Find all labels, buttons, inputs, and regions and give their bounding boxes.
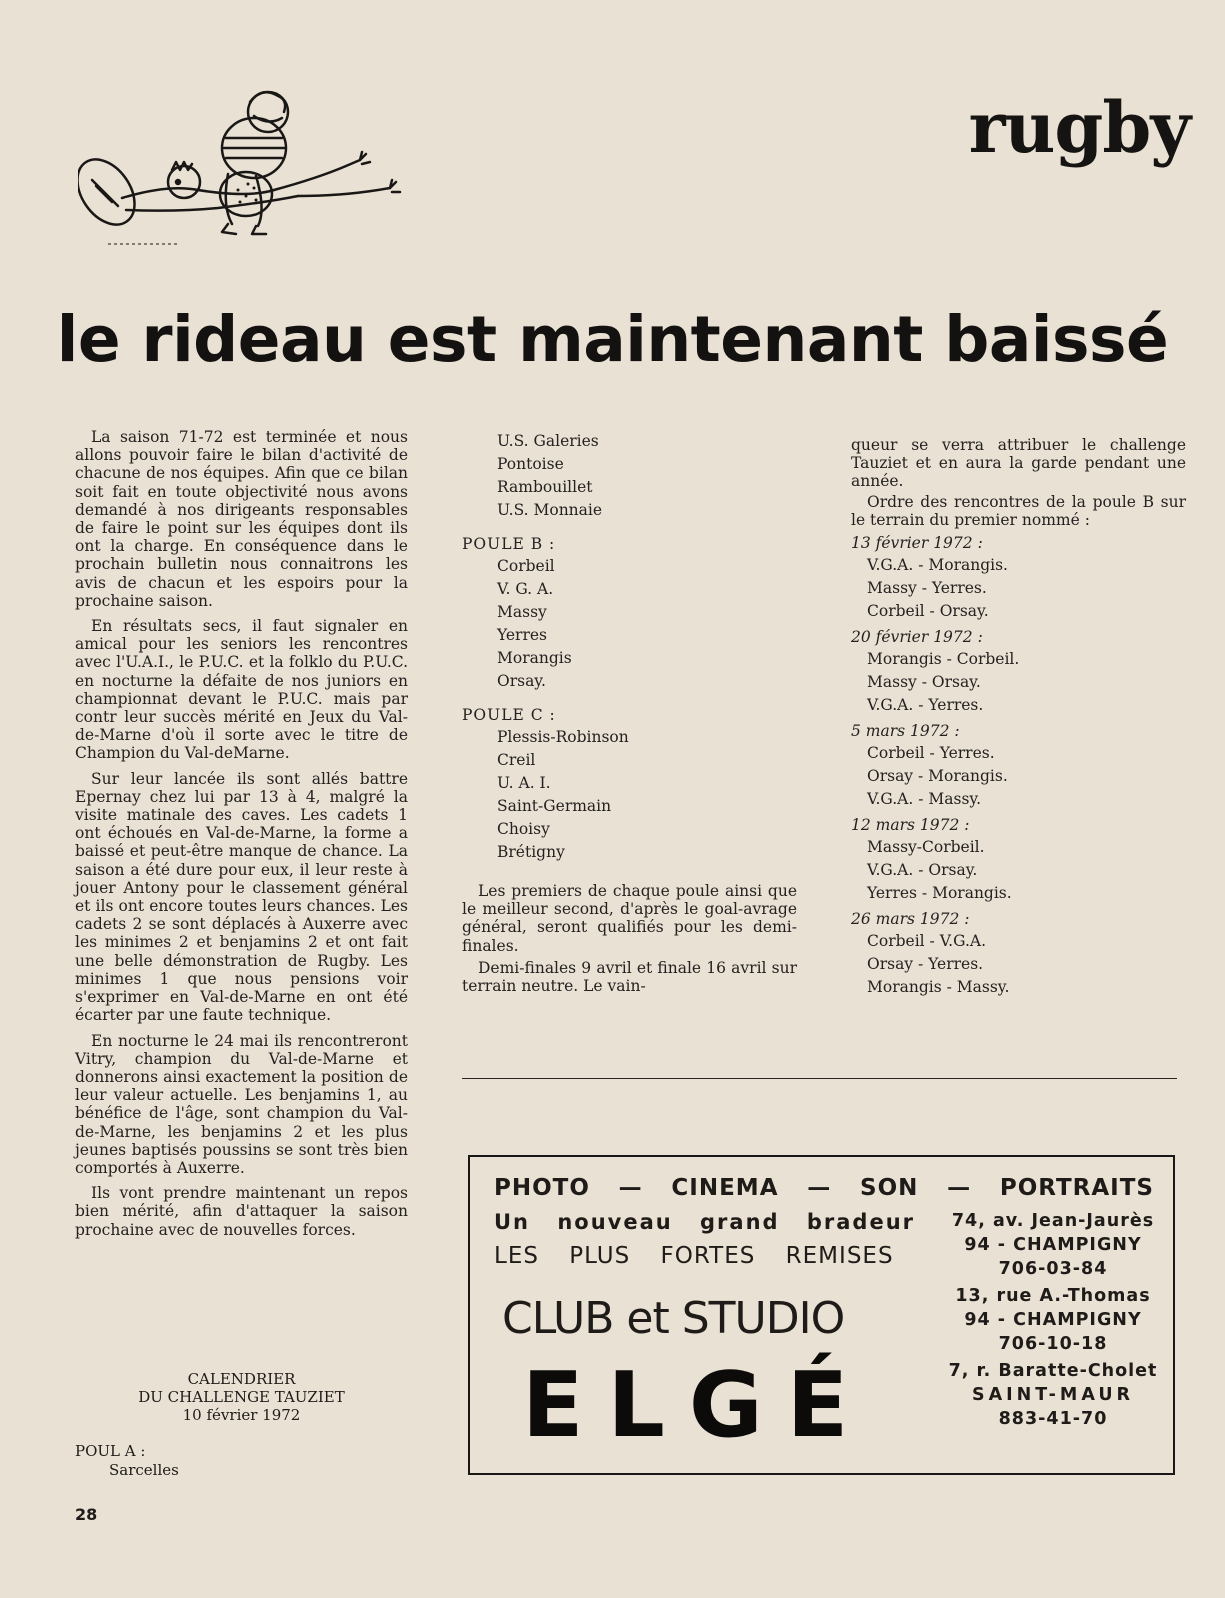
- match: Massy - Yerres.: [867, 579, 987, 598]
- paragraph: La saison 71-72 est terminée et nous allons pouvoir faire le bilan d'activité de chacune de nos équipes. Afin que ce bilan soit fait en toute objectivité nous avons demandé à nos dirigeants responsables de faire le point sur les équipes dont ils ont la charge. En conséquence dans le prochain bulletin nous connaitrons les avis de chacun et les espoirs pour la prochaine saison.: [75, 428, 408, 610]
- match-date: 12 mars 1972 :: [851, 816, 970, 835]
- article-column-1: [75, 428, 408, 1246]
- team-name: Orsay.: [497, 672, 546, 690]
- ad-brand-logo: ELGÉ: [522, 1353, 873, 1458]
- poule-b-label: POULE B :: [462, 535, 556, 553]
- team-name: Rambouillet: [497, 478, 593, 496]
- match: Corbeil - Orsay.: [867, 602, 989, 621]
- match-date: 13 février 1972 :: [851, 534, 983, 553]
- match: V.G.A. - Morangis.: [867, 556, 1008, 575]
- match-list: [851, 648, 1186, 717]
- match-list: [851, 742, 1186, 811]
- article-column-3: [851, 436, 1186, 999]
- match: Massy - Orsay.: [867, 673, 981, 692]
- match: Orsay - Yerres.: [867, 955, 984, 974]
- team-name: U.S. Galeries: [497, 432, 599, 450]
- headline: le rideau est maintenant baissé: [56, 303, 1169, 376]
- ad-club-studio: CLUB et STUDIO: [502, 1293, 845, 1344]
- ad-service: PHOTO: [494, 1175, 590, 1201]
- paragraph: Ils vont prendre maintenant un repos bien mérité, afin d'attaquer la saison prochaine avec de nouvelles forces.: [75, 1184, 408, 1239]
- team-name: Massy: [497, 603, 547, 621]
- section-title: rugby: [968, 86, 1190, 169]
- match-list: [851, 554, 1186, 623]
- match-list: [851, 930, 1186, 999]
- divider-rule: [462, 1078, 1177, 1079]
- match-date: 20 février 1972 :: [851, 628, 983, 647]
- ad-service: SON: [860, 1175, 919, 1201]
- match: V.G.A. - Orsay.: [867, 861, 978, 880]
- address-line: 74, av. Jean-Jaurès: [951, 1211, 1155, 1231]
- ad-service: CINEMA: [671, 1175, 779, 1201]
- ad-address-block: [948, 1359, 1158, 1431]
- ad-separator: —: [618, 1175, 643, 1201]
- team-name: Corbeil: [497, 557, 555, 575]
- phone-number: 706-10-18: [998, 1334, 1108, 1354]
- poule-a-team-list: [462, 430, 797, 522]
- team-name: Morangis: [497, 649, 572, 667]
- paragraph: En nocturne le 24 mai ils rencontreront Vitry, champion du Val-de-Marne et donnerons ainsi exactement la position de leur valeur actuelle. Les benjamins 1, au bénéfice de l'âge, sont champion du Val-de-Marne, les benjamins 2 et les plus jeunes baptisés poussins se sont très bien comportés à Auxerre.: [75, 1031, 408, 1177]
- paragraph: Les premiers de chaque poule ainsi que le meilleur second, d'après le goal-avrage général, seront qualifiés pour les demi-finales.: [462, 882, 797, 955]
- team-name: Saint-Germain: [497, 797, 612, 815]
- poule-c-team-list: [462, 726, 797, 864]
- ad-address-block: [948, 1209, 1158, 1281]
- poule-c-label: POULE C :: [462, 706, 556, 724]
- ad-address-block: [948, 1284, 1158, 1356]
- match-list: [851, 836, 1186, 905]
- poule-a-label: POUL A :: [75, 1442, 146, 1460]
- team-name: Pontoise: [497, 455, 564, 473]
- article-column-2: [462, 430, 797, 995]
- match-date: 5 mars 1972 :: [851, 722, 960, 741]
- ad-slogan: Un nouveau grand bradeur: [494, 1210, 915, 1234]
- match: V.G.A. - Yerres.: [867, 696, 984, 715]
- poule-a-block: [75, 1442, 179, 1480]
- address-line: 13, rue A.-Thomas: [955, 1286, 1151, 1306]
- address-city: SAINT-MAUR: [971, 1385, 1135, 1405]
- paragraph: queur se verra attribuer le challenge Tauziet et en aura la garde pendant une année.: [851, 436, 1186, 491]
- match: V.G.A. - Massy.: [867, 790, 982, 809]
- team-name: Brétigny: [497, 843, 565, 861]
- ad-service: PORTRAITS: [999, 1175, 1154, 1201]
- team-name: Creil: [497, 751, 536, 769]
- team-name: Yerres: [497, 626, 548, 644]
- team-name: U.S. Monnaie: [497, 501, 603, 519]
- rugby-cartoon-illustration: [78, 86, 408, 251]
- paragraph: Sur leur lancée ils sont allés battre Epernay chez lui par 13 à 4, malgré la visite matinale des caves. Les cadets 1 ont échoués en Val-de-Marne, la forme a baissé et peut-être manque de chance. La saison a été dure pour eux, il leur reste à jouer Antony pour le classement général et ils ont encore toutes leurs chances. Les cadets 2 se sont déplacés à Auxerre avec les minimes 2 et benjamins 2 et ont fait une belle démonstration de Rugby. Les minimes 1 que nous pensions voir s'exprimer en Val-de-Marne en ont été écarter par une faute technique.: [75, 769, 408, 1025]
- match: Morangis - Massy.: [867, 978, 1010, 997]
- ad-separator: —: [947, 1175, 972, 1201]
- match: Massy-Corbeil.: [867, 838, 985, 857]
- advertisement-box: [468, 1155, 1175, 1475]
- paragraph: Ordre des rencontres de la poule B sur le terrain du premier nommé :: [851, 492, 1186, 529]
- page-number: 28: [75, 1505, 98, 1524]
- paragraph: Demi-finales 9 avril et finale 16 avril sur terrain neutre. Le vain-: [462, 958, 797, 996]
- poule-b-team-list: [462, 555, 797, 693]
- match: Corbeil - Yerres.: [867, 744, 995, 763]
- match-date: 26 mars 1972 :: [851, 910, 970, 929]
- phone-number: 706-03-84: [998, 1259, 1108, 1279]
- team-name: Choisy: [497, 820, 550, 838]
- calendar-title-line: CALENDRIER: [187, 1370, 296, 1388]
- calendar-title-line: 10 février 1972: [182, 1406, 301, 1424]
- match: Morangis - Corbeil.: [867, 650, 1020, 669]
- address-city: 94 - CHAMPIGNY: [964, 1235, 1142, 1255]
- match: Yerres - Morangis.: [867, 884, 1012, 903]
- address-line: 7, r. Baratte-Cholet: [948, 1361, 1158, 1381]
- team-name: Sarcelles: [109, 1461, 179, 1479]
- calendar-title: [75, 1370, 408, 1424]
- address-city: 94 - CHAMPIGNY: [964, 1310, 1142, 1330]
- team-name: U. A. I.: [497, 774, 551, 792]
- ad-remises: LES PLUS FORTES REMISES: [494, 1243, 894, 1269]
- match: Corbeil - V.G.A.: [867, 932, 986, 951]
- match: Orsay - Morangis.: [867, 767, 1008, 786]
- paragraph: En résultats secs, il faut signaler en amical pour les seniors les rencontres avec l'U.A.I., le P.U.C. et la folklo du P.U.C. en nocturne la défaite de nos juniors en championnat devant le P.U.C. mais par contr leur succès mérité en Jeux du Val-de-Marne d'où il sorte avec le titre de Champion du Val-deMarne.: [75, 617, 408, 763]
- ad-services-line: [494, 1173, 1154, 1203]
- phone-number: 883-41-70: [998, 1409, 1108, 1429]
- calendar-title-line: DU CHALLENGE TAUZIET: [138, 1388, 345, 1406]
- team-name: Plessis-Robinson: [497, 728, 629, 746]
- ad-separator: —: [807, 1175, 832, 1201]
- team-name: V. G. A.: [497, 580, 554, 598]
- ad-addresses: [948, 1209, 1158, 1434]
